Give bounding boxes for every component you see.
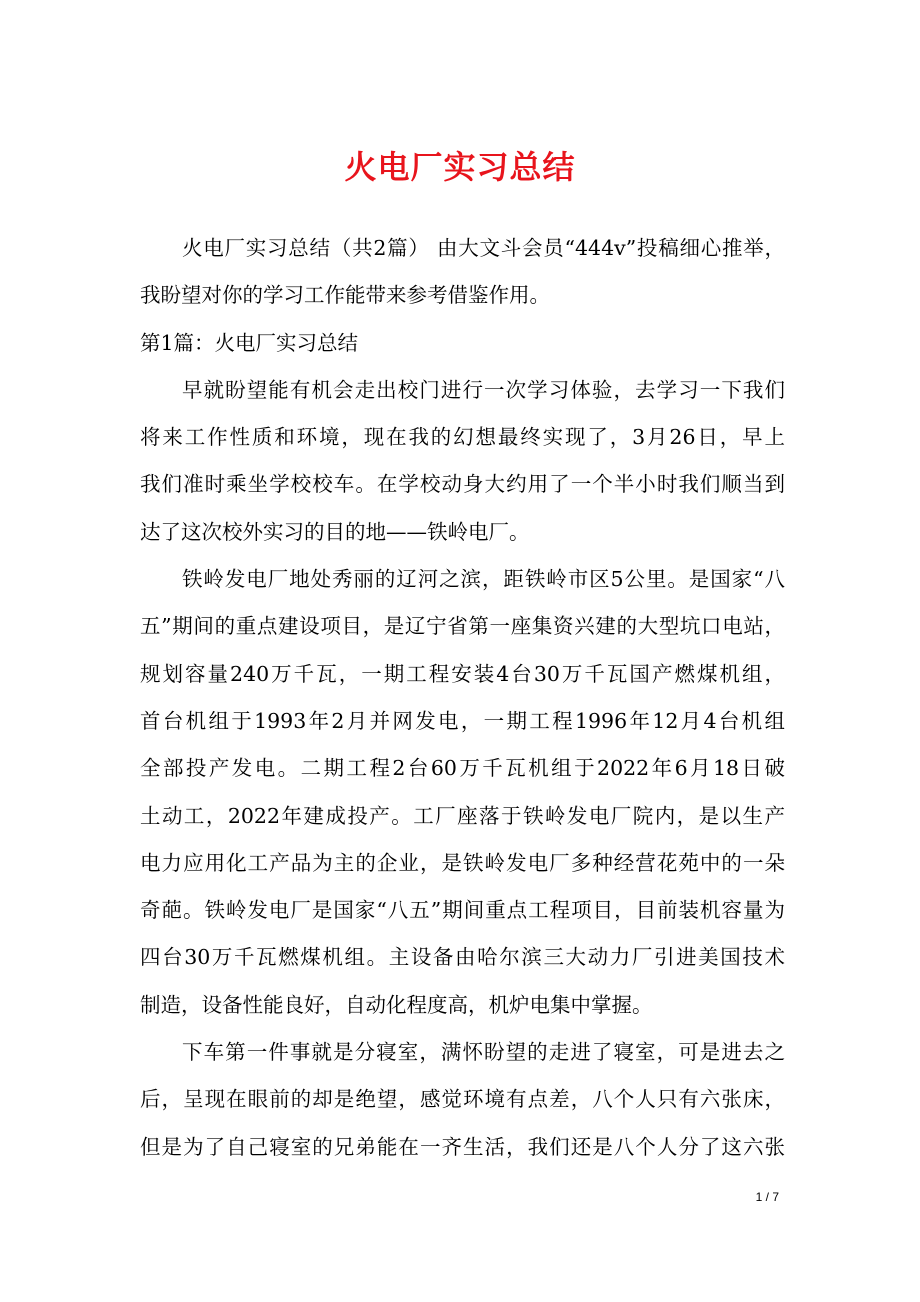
page-number: 1 / 7	[755, 1190, 779, 1204]
text-line: 早就盼望能有机会走出校门进行一次学习体验，去学习一下我们	[182, 377, 785, 402]
text-line: 土动工，2022年建成投产。工厂座落于铁岭发电厂院内，是以生产	[140, 803, 785, 828]
text-line: 我盼望对你的学习工作能带来参考借鉴作用。	[140, 283, 550, 308]
text-line: 规划容量240万千瓦，一期工程安装4台30万千瓦国产燃煤机组，	[140, 661, 785, 686]
text-line: 火电厂实习总结（共2篇） 由大文斗会员“444v”投稿细心推举，	[182, 236, 785, 260]
text-line: 下车第一件事就是分寝室，满怀盼望的走进了寝室，可是进去之	[182, 1040, 785, 1065]
text-line: 但是为了自己寝室的兄弟能在一齐生活，我们还是八个人分了这六张	[140, 1134, 785, 1159]
text-line: 铁岭发电厂地处秀丽的辽河之滨，距铁岭市区5公里。是国家“八	[182, 567, 785, 592]
text-line: 首台机组于1993年2月并网发电，一期工程1996年12月4台机组	[140, 708, 785, 733]
text-line: 将来工作性质和环境，现在我的幻想最终实现了，3月26日，早上	[140, 425, 785, 450]
text-line: 后，呈现在眼前的却是绝望，感觉环境有点差，八个人只有六张床，	[140, 1087, 785, 1112]
text-line: 全部投产发电。二期工程2台60万千瓦机组于2022年6月18日破	[140, 756, 785, 781]
document-title: 火电厂实习总结	[344, 148, 576, 186]
text-line: 达了这次校外实习的目的地——铁岭电厂。	[140, 519, 530, 544]
text-line: 我们准时乘坐学校校车。在学校动身大约用了一个半小时我们顺当到	[140, 472, 785, 497]
document-body	[140, 225, 785, 1171]
text-line: 五”期间的重点建设项目，是辽宁省第一座集资兴建的大型坑口电站，	[140, 614, 785, 639]
text-line: 四台30万千瓦燃煤机组。主设备由哈尔滨三大动力厂引进美国技术	[140, 945, 785, 970]
text-line: 奇葩。铁岭发电厂是国家“八五”期间重点工程项目，目前装机容量为	[140, 898, 785, 923]
text-line: 制造，设备性能良好，自动化程度高，机炉电集中掌握。	[140, 992, 653, 1017]
text-line: 第1篇：火电厂实习总结	[140, 330, 359, 355]
text-line: 电力应用化工产品为主的企业，是铁岭发电厂多种经营花苑中的一朵	[140, 850, 785, 875]
